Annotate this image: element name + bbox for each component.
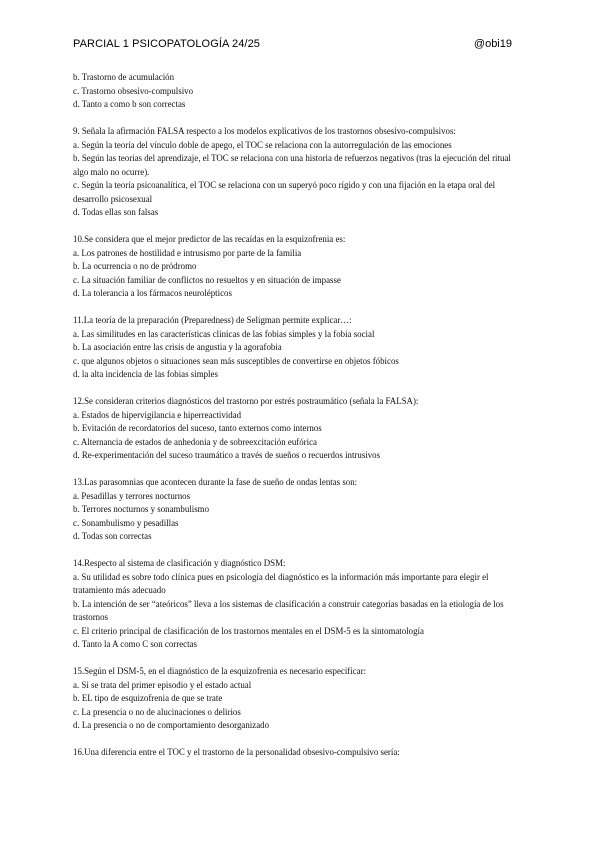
author-handle: @obi19 <box>473 38 512 50</box>
option-line: b. Evitación de recordatorios del suceso, tanto externos como internos <box>73 423 322 433</box>
option-line: a. Los patrones de hostilidad e intrusismo por parte de la familia <box>73 247 302 258</box>
option-line: c. El criterio principal de clasificación de los trastornos mentales en el DSM-5 es la sintomatología <box>73 625 424 636</box>
option-line: c. que algunos objetos o situaciones sean más susceptibles de convertirse en objetos fóbicos <box>73 355 399 366</box>
question-10 <box>73 233 515 301</box>
option-line: c. Según la teoría psicoanalítica, el TOC se relaciona con un superyó poco rígido y con una fijación en la etapa oral del desarrollo psicosexual <box>73 180 496 204</box>
option-line: c. Trastorno obsesivo-compulsivo <box>73 85 194 96</box>
question-stem: 13.Las parasomnias que acontecen durante la fase de sueño de ondas lentas son: <box>73 477 358 487</box>
question-stem: 14.Respecto al sistema de clasificación y diagnóstico DSM: <box>73 558 286 568</box>
question-16 <box>73 746 515 760</box>
question-stem: 15.Según el DSM-5, en el diagnóstico de la esquizofrenia es necesario especificar: <box>73 666 367 676</box>
document-body <box>73 71 515 760</box>
option-line: a. Según la teoría del vínculo doble de apego, el TOC se relaciona con la autorregulación de las emociones <box>73 139 452 150</box>
option-line: a. Si se trata del primer episodio y el estado actual <box>73 679 252 690</box>
option-line: d. Tanto la A como C son correctas <box>73 639 197 649</box>
question-stem: 11.La teoría de la preparación (Preparedness) de Seligman permite explicar…: <box>73 315 352 325</box>
option-line: d. La tolerancia a los fármacos neurolépticos <box>73 288 232 298</box>
option-line: c. Alternancia de estados de anhedonia y de sobreexcitación eufórica <box>73 436 317 447</box>
option-line: b. EL tipo de esquizofrenia de que se trate <box>73 693 223 703</box>
option-line: b. Trastorno de acumulación <box>73 72 175 82</box>
option-line: d. Todas son correctas <box>73 531 152 541</box>
option-line: b. Según las teorías del aprendizaje, el TOC se relaciona con una historia de refuerzos negativos (tras la ejecución del ritual algo malo no ocurre). <box>73 153 511 177</box>
option-line: c. Sonambulismo y pesadillas <box>73 517 179 528</box>
option-line: c. La presencia o no de alucinaciones o delirios <box>73 706 241 717</box>
option-line: a. Pesadillas y terrores nocturnos <box>73 490 191 501</box>
previous-question-options <box>73 71 515 112</box>
question-14 <box>73 557 515 652</box>
question-stem: 12.Se consideran criterios diagnósticos del trastorno por estrés postraumático (señala la FALSA): <box>73 396 419 406</box>
option-line: b. Terrores nocturnos y sonambulismo <box>73 504 210 514</box>
question-stem: 9. Señala la afirmación FALSA respecto a los modelos explicativos de los trastornos obsesivo-compulsivos: <box>73 126 456 136</box>
question-9 <box>73 125 515 220</box>
option-line: b. La ocurrencia o no de pródromo <box>73 261 197 271</box>
question-stem: 16.Una diferencia entre el TOC y el trastorno de la personalidad obsesivo-compulsivo sería: <box>73 747 400 757</box>
option-line: a. Estados de hipervigilancia e hiperreactividad <box>73 409 242 420</box>
question-stem: 10.Se considera que el mejor predictor de las recaídas en la esquizofrenia es: <box>73 234 346 244</box>
option-line: c. La situación familiar de conflictos no resueltos y en situación de impasse <box>73 274 341 285</box>
question-15 <box>73 665 515 733</box>
option-line: d. La presencia o no de comportamiento desorganizado <box>73 720 270 730</box>
question-11 <box>73 314 515 382</box>
option-line: d. Tanto a como b son correctas <box>73 99 186 109</box>
option-line: a. Su utilidad es sobre todo clínica pues en psicología del diagnóstico es la información más importante para elegir el tratamiento más adecuado <box>73 571 489 595</box>
document-title: PARCIAL 1 PSICOPATOLOGÍA 24/25 <box>73 38 261 50</box>
question-13 <box>73 476 515 544</box>
question-12 <box>73 395 515 463</box>
option-line: b. La intención de ser “ateóricos” lleva a los sistemas de clasificación a construir categorías basadas en la etiología de los trastornos <box>73 598 504 622</box>
option-line: d. la alta incidencia de las fobias simples <box>73 369 218 379</box>
option-line: a. Las similitudes en las características clínicas de las fobias simples y la fobia social <box>73 328 375 339</box>
option-line: d. Re-experimentación del suceso traumático a través de sueños o recuerdos intrusivos <box>73 450 381 460</box>
page-header <box>73 38 512 52</box>
option-line: d. Todas ellas son falsas <box>73 207 159 217</box>
option-line: b. La asociación entre las crisis de angustia y la agorafobia <box>73 342 282 352</box>
